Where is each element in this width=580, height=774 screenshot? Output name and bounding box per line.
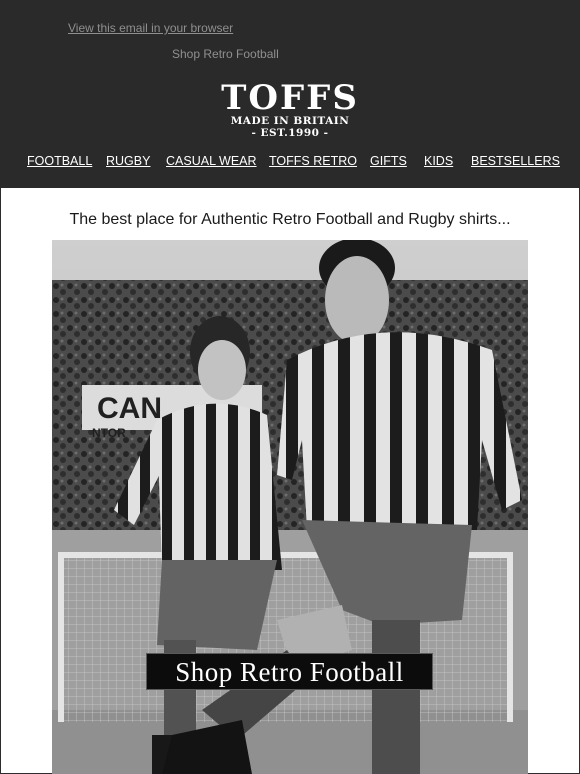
nav-item-gifts[interactable]: GIFTS xyxy=(370,154,407,168)
nav-item-bestsellers[interactable]: BESTSELLERS xyxy=(471,154,560,168)
nav-item-kids[interactable]: KIDS xyxy=(424,154,454,168)
nav-item-football[interactable]: FOOTBALL xyxy=(27,154,93,168)
nav-item-casual-wear[interactable]: CASUAL WEAR xyxy=(166,154,257,168)
hero-sign-text: CAN xyxy=(97,392,162,425)
nav-item-toffs-retro[interactable]: TOFFS RETRO xyxy=(269,154,357,168)
logo-established: - EST.1990 - xyxy=(251,127,329,139)
preheader-text: Shop Retro Football xyxy=(172,47,279,61)
email-header xyxy=(0,0,580,188)
main-nav xyxy=(0,154,580,172)
toffs-logo[interactable] xyxy=(190,78,390,139)
hero-sign-text-2: NTOR xyxy=(92,426,126,440)
logo-tagline: MADE IN BRITAIN xyxy=(230,115,350,127)
logo-wordmark: TOFFS xyxy=(221,78,359,118)
headline: The best place for Authentic Retro Football and Rugby shirts... xyxy=(69,211,511,228)
shop-retro-football-button[interactable]: Shop Retro Football xyxy=(146,653,433,690)
hero-image[interactable] xyxy=(52,240,528,774)
view-in-browser-link[interactable]: View this email in your browser xyxy=(68,21,234,35)
nav-item-rugby[interactable]: RUGBY xyxy=(106,154,151,168)
